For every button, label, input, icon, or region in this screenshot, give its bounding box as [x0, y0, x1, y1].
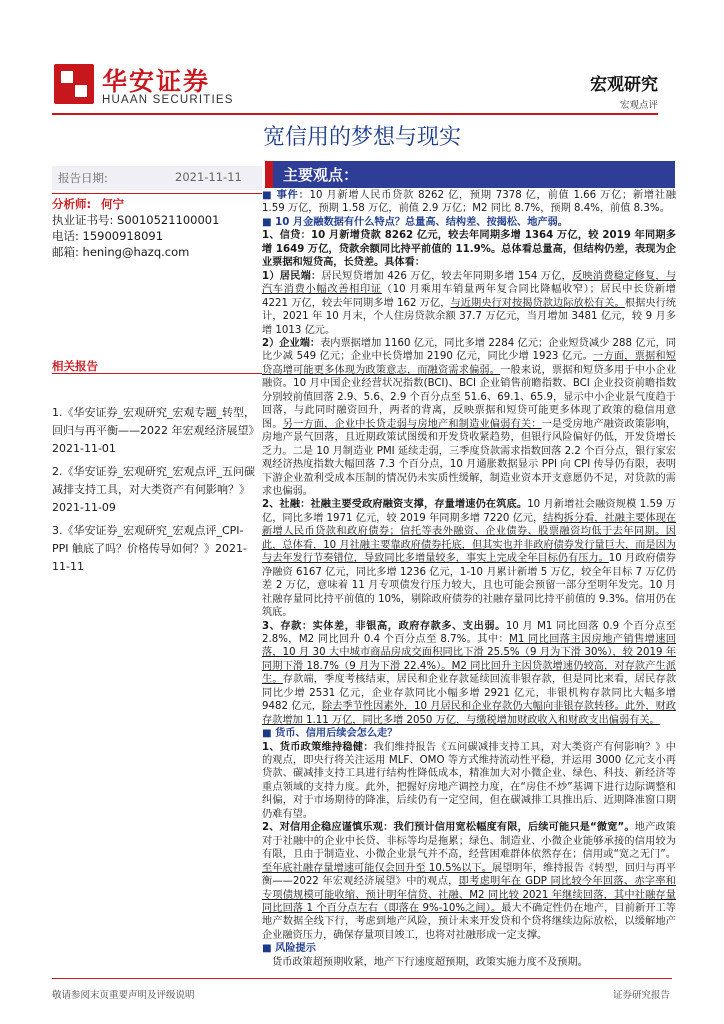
risk-heading: ■ 风险提示 [262, 943, 316, 955]
credit-outlook-text-2: 展望明年，维持报告《转型，回归与再平衡——2022 年宏观经济展望》中的观点， [262, 862, 676, 888]
credit-outlook-lead: 2、对信用企稳应谨慎乐观：我们预计信用宽松幅度有限，后续可能只是“微宽”。 [262, 822, 635, 834]
household-paragraph [262, 270, 676, 337]
logo-english-name: HUAAN SECURITIES [102, 94, 234, 106]
footer-divider [52, 978, 672, 979]
monetary-policy-text: 我们维持报告《五问碳减排支持工具，对大类资产有何影响？》中的观点，即央行将关注运用 MLF、OMO 等方式维持流动性平稳，并运用 3000 亿元支小再贷款、碳减排支持工具进行结构性降低成本，精准加大对小微企业、绿色、科技、新经济等重点领域的支持力度。此外，把握好房地产调控力度，在“房住不炒”基调下进行边际调整和纠偏，对于市场期待的降准，后续仍有一定空间，但在碳减排工具推出后、近期降准窗口期仍难有望。 [262, 741, 676, 820]
main-body-text [262, 189, 676, 969]
household-lead: 1）居民端： [262, 270, 322, 282]
enterprise-highlight-1: 一方面，票据和短贷高增可能更多体现为政策意志，而融资需求偏弱。 [262, 351, 676, 376]
bullet-icon: ■ [262, 190, 277, 201]
related-reports-divider [52, 373, 262, 374]
household-highlight-1: 反映消费稳定修复，与汽车消费小幅改善相印证 [262, 270, 677, 296]
enterprise-text-1: 表内票据增加 1160 亿元，同比多增 2284 亿元；企业短贷减少 288 亿元，同比少减 549 亿元；企业中长贷增加 2190 亿元，同比少增 1923 亿元。 [262, 337, 676, 363]
related-report-item[interactable]: 3.《华安证券_宏观研究_宏观点评_CPI-PPI 触底了吗？价格传导如何？》2021-11-11 [52, 524, 247, 573]
analyst-name: 何宁 [101, 197, 124, 211]
credit-outlook-paragraph [262, 821, 676, 942]
enterprise-paragraph [262, 337, 676, 498]
monetary-policy-paragraph [262, 741, 676, 822]
related-report-item[interactable]: 1.《华安证券_宏观研究_宏观专题_转型，回归与再平衡——2022 年宏观经济展望》2021-11-01 [52, 406, 255, 455]
question-heading-1: ■ 10 月金融数据有什么特点？总量高、结构差、按揭松、地产弱。 [262, 216, 568, 228]
header-divider [52, 113, 658, 115]
report-subtype: 宏观点评 [619, 100, 658, 111]
event-paragraph [262, 189, 676, 216]
deposits-paragraph [262, 620, 676, 728]
section-header-accent [265, 161, 273, 188]
credit-paragraph [262, 229, 676, 269]
footer-disclaimer: 敬请参阅末页重要声明及评级说明 [52, 990, 195, 1001]
social-financing-highlight: 结构拆分看，社融主要体现在新增人民币贷款和政府债券；信托等表外融资、企业债券、股票融资均低于去年同期。因此，总体看，10 月社融主要靠政府债券托底，但其实也并非政府债券发行量巨大，而是因为与去年发行节奏错位，导致同比多增量较多，事实上完成全年目标仍有压力。 [262, 512, 676, 565]
analyst-label: 分析师: [52, 197, 92, 211]
related-report-item[interactable]: 2.《华安证券_宏观研究_宏观点评_五问碳减排支持工具，对大类资产有何影响？》2021-11-09 [52, 465, 255, 514]
enterprise-lead: 2）企业端： [262, 337, 321, 349]
social-financing-text-2: 10 月政府债券净融资 6167 亿元，同比多增 1236 亿元，1-10 月累计新增 5 万亿，较全年目标 7 万亿仍差 2 万亿，意味着 11 月专项债发行压力较大，且也可能会预留一部分至明年发完。10 月社融存量同比持平前值的 10%，剔除政府债券的社融存量同比持平前值的 9.3%。信用仍在筑底。 [262, 553, 676, 619]
credit-summary: 1、信贷：10 月新增贷款 8262 亿元，较去年同期多增 1364 万亿，较 2019 年同期多增 1649 万亿，贷款余额同比持平前值的 11.9%。总体看总量高，但结构仍差，表现为企业票据和短贷高，长贷差。具体看： [262, 230, 676, 269]
household-text-1: 居民短贷增加 426 万亿，较去年同期多增 154 万亿， [321, 270, 573, 282]
deposits-lead: 3、存款：实体差，非银高，政府存款多、支出弱。 [262, 620, 506, 632]
date-value: 2021-11-11 [175, 170, 242, 184]
credit-outlook-highlight-1: 至年底社融存量增速可能仅会回升至 10.5%以下。 [262, 862, 492, 874]
report-type: 宏观研究 [590, 75, 658, 95]
deposits-text-1: 10 月 M1 同比回落 0.9 个百分点至 2.8%，M2 同比回升 0.4 个百分点至 8.7%。其中： [262, 620, 676, 645]
date-label: 报告日期: [58, 171, 108, 185]
household-text-2: （10 月乘用车销量两年复合同比降幅收窄）；居民中长贷新增 4221 万亿，较去年同期多增 162 万亿， [262, 284, 676, 309]
event-lead: 事件： [276, 190, 310, 201]
credit-outlook-text-3: 最大不确定性仍在地产，目前新开工等地产数据全线下行，考虑到地产风险，预计未来开发贷和个贷将继续边际放松，以缓解地产企业融资压力，确保存量项目竣工，也将对社融形成一定支撑。 [262, 903, 676, 941]
social-financing-text-1: 10 月新增社会融资规模 1.59 万亿，同比多增 1971 亿元，较 2019 年同期多增 7220 亿元， [262, 499, 676, 524]
household-highlight-2: 与近期央行对按揭贷款边际放松有关。 [450, 297, 625, 309]
question-heading-2: ■ 货币、信用后续会怎么走？ [262, 728, 398, 740]
deposits-text-2: 存款端，季度考核结束，居民和企业存款延续回流非银存款，但是同比来看，居民存款同比少增 2531 亿元，企业存款同比小幅多增 2921 亿元，非银机构存款同比大幅多增 9482 亿元， [262, 674, 677, 713]
risk-text: 货币政策超预期收紧，地产下行速度超预期，政策实施力度不及预期。 [272, 956, 588, 968]
social-financing-paragraph [262, 498, 676, 619]
enterprise-highlight-2: 另一方面，企业中长贷走弱与房地产和制造业偏弱有关： [282, 418, 542, 430]
monetary-policy-lead: 1、货币政策维持稳健： [262, 741, 374, 753]
enterprise-text-2: 一般来说，票据和短贷多用于中小企业融资。10 月中国企业经营状况指数(BCI)、BCI 企业销售前瞻指数、BCI 企业投资前瞻指数分别较前值回落 2.9、5.6、2.9 个百分点至 51.6、69.1、65.9，显示中小企业景气度趋于回落，与此同时融资回升，两者的背离，反映票据和短贷可能更多体现了政策的稳信用意图。 [262, 364, 677, 430]
footer-report-label: 证券研究报告 [612, 990, 670, 1001]
phone-number: 电话: 15900918091 [52, 229, 164, 243]
related-reports-list [52, 404, 258, 581]
report-title: 宽信用的梦想与现实 [262, 125, 461, 150]
event-text: 10 月新增人民币贷款 8262 亿，预期 7378 亿，前值 1.66 万亿；新增社融 1.59 万亿，预期 1.58 万亿，前值 2.9 万亿；M2 同比 8.7%，预期 8.4%，前值 8.3%。 [262, 190, 677, 215]
deposits-highlight-1: M1 同比回落主因房地产销售增速回落，10 月 30 大中城市商品房成交面积同比下滑 25.5%（9 月为下滑 30%），较 2019 年同期下滑 18.7%（9 月为下滑 22.4%）。M2 同比回升主因贷款增速仍较高，对存款产生派生。 [262, 633, 676, 686]
credit-outlook-text-1: 地产政策对于社融中的企业中长贷、非标等均是拖累；绿色、制造业、小微企业能够承接的信用较为有限，且由于制造业、小微企业景气并不高，经营困难群体依然存在；信用或“宽之无门”。 [262, 822, 676, 861]
household-text-3: 根据央行统计，2021 年 10 月末，个人住房贷款余额 37.7 万亿元，当月增加 3481 亿元，较 9 月多增 1013 亿元。 [262, 297, 677, 336]
license-number: 执业证书号: S0010521100001 [52, 213, 220, 227]
company-logo [54, 64, 94, 104]
credit-outlook-highlight-2: 即考虑明年在 GDP 同比较今年回落、赤字率和专项债规模可能收缩、预计明年信贷、社融、M2 同比较 2021 年继续回落，其中社融存量同比回落 1 个百分点左右（即落在 9%-10%之间）。 [262, 876, 676, 915]
left-column-divider [52, 193, 262, 194]
social-financing-lead: 2、社融：社融主要受政府融资支撑，存量增速仍在筑底。 [262, 499, 528, 511]
section-title: 主要观点： [283, 166, 359, 184]
related-reports-label: 相关报告 [52, 359, 98, 373]
email-address[interactable]: 邮箱: hening@hazq.com [52, 245, 190, 259]
enterprise-text-3: 一是受房地产融资政策影响，房地产景气回落，且近期政策试图缓和开发贷收紧趋势，但银行风险偏好仍低，开发贷增长乏力。二是 10 月制造业 PMI 延续走弱，三季度贷款需求指数回落 2.2 个百分点，银行家宏观经济热度指数大幅回落 7.3 个百分点，10 月通胀数据显示 PPI 向 CPI 传导仍有限，表明下游企业盈利受成本压制的情况仍未实质性缓解，制造业资本开支意愿仍不足，对贷款的需求也偏弱。 [262, 418, 677, 497]
deposits-highlight-2: 除去季节性因素外，10 月居民和企业存款仍大幅向非银存款转移。此外，财政存款增加 1.11 万亿，同比多增 2050 万亿，与缴税增加财政收入和财政支出偏弱有关。 [262, 701, 676, 726]
logo-chinese-name: 华安证券 [102, 67, 211, 96]
